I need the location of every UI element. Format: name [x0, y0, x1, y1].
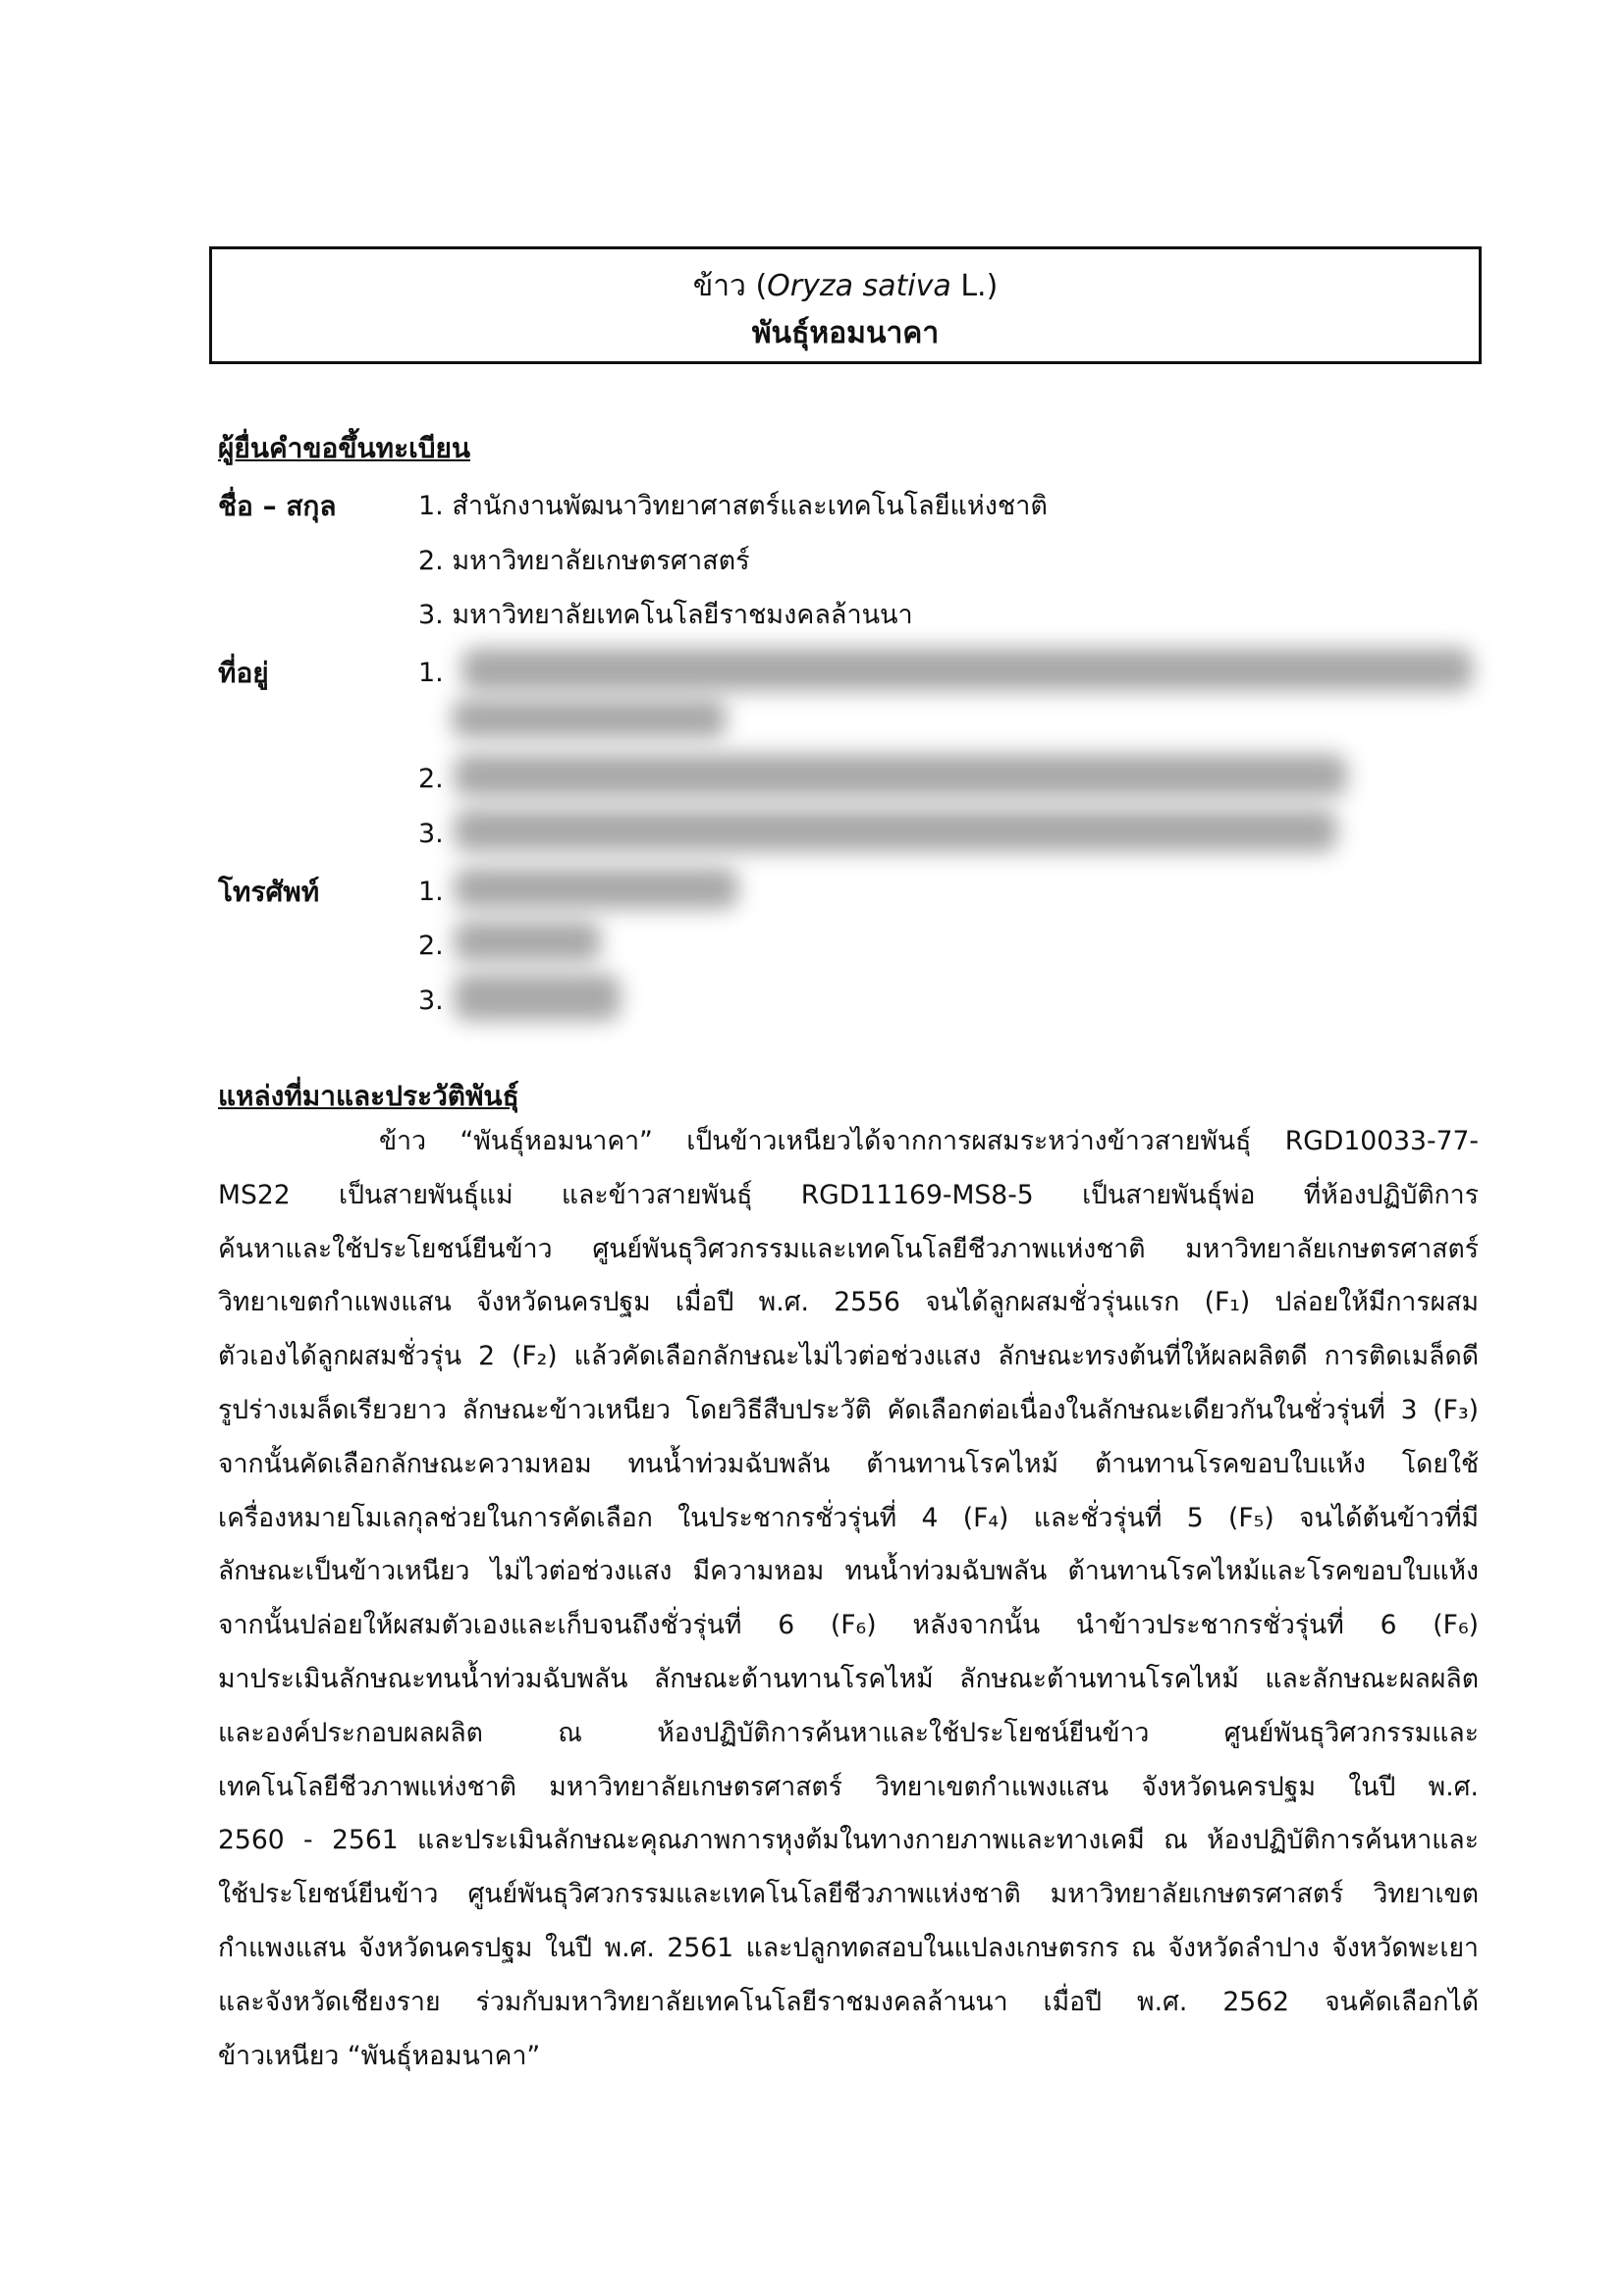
paragraph-line: MS22 เป็นสายพันธุ์แม่ และข้าวสายพันธุ์ RGD11169-MS8-5 เป็นสายพันธุ์พ่อ ที่ห้องปฏิบัติการ — [218, 1179, 1479, 1210]
paragraph-line: 2560 - 2561 และประเมินลักษณะคุณภาพการหุงต้มในทางกายภาพและทางเคมี ณ ห้องปฏิบัติการค้นหาและ — [218, 1825, 1479, 1856]
applicant-name-2: 2. มหาวิทยาลัยเกษตรศาสตร์ — [418, 546, 750, 576]
address-label: ที่อยู่ — [218, 657, 269, 689]
title-box — [209, 246, 1482, 364]
paragraph-line: มาประเมินลักษณะทนน้ำท่วมฉับพลัน ลักษณะต้านทานโรคไหม้ ลักษณะต้านทานโรคไหม้ และลักษณะผลผลิต — [218, 1663, 1479, 1694]
paragraph-line: ตัวเองได้ลูกผสมชั่วรุ่น 2 (F₂) แล้วคัดเลือกลักษณะไม่ไวต่อช่วงแสง ลักษณะทรงต้นที่ให้ผลผลิตดี การติดเมล็ดดี — [218, 1341, 1479, 1372]
redacted-phone-1 — [454, 868, 738, 909]
redacted-address-1a — [461, 648, 1473, 691]
address-number-3: 3. — [418, 819, 444, 849]
redacted-address-2 — [454, 754, 1347, 797]
paragraph-line: เทคโนโลยีชีวภาพแห่งชาติ มหาวิทยาลัยเกษตรศาสตร์ วิทยาเขตกำแพงแสน จังหวัดนครปฐม ในปี พ.ศ. — [218, 1771, 1479, 1802]
paragraph-line: ข้าวเหนียว “พันธุ์หอมนาคา” — [218, 2040, 541, 2071]
title-prefix: ข้าว ( — [692, 269, 768, 303]
paragraph-line: กำแพงแสน จังหวัดนครปฐม ในปี พ.ศ. 2561 และปลูกทดสอบในแปลงเกษตรกร ณ จังหวัดลำปาง จังหวัดพะเยา — [218, 1932, 1479, 1963]
applicant-heading: ผู้ยื่นคำขอขึ้นทะเบียน — [218, 432, 471, 464]
paragraph-line: เครื่องหมายโมเลกุลช่วยในการคัดเลือก ในประชากรชั่วรุ่นที่ 4 (F₄) และชั่วรุ่นที่ 5 (F₅) จนได้ต้นข้าวที่มี — [218, 1502, 1479, 1533]
title-latin-name: Oryza sativa — [767, 269, 951, 303]
address-number-2: 2. — [418, 764, 444, 794]
paragraph-line: วิทยาเขตกำแพงแสน จังหวัดนครปฐม เมื่อปี พ.ศ. 2556 จนได้ลูกผสมชั่วรุ่นแรก (F₁) ปล่อยให้มีการผสม — [218, 1287, 1479, 1318]
applicant-name-1: 1. สำนักงานพัฒนาวิทยาศาสตร์และเทคโนโลยีแห่งชาติ — [418, 491, 1048, 521]
paragraph-line: จากนั้นปล่อยให้ผสมตัวเองและเก็บจนถึงชั่วรุ่นที่ 6 (F₆) หลังจากนั้น นำข้าวประชากรชั่วรุ่นที่ 6 (F₆) — [218, 1610, 1479, 1641]
phone-label: โทรศัพท์ — [218, 876, 320, 908]
applicant-name-3: 3. มหาวิทยาลัยเทคโนโลยีราชมงคลล้านนา — [418, 600, 913, 630]
history-heading: แหล่งที่มาและประวัติพันธุ์ — [218, 1080, 519, 1112]
redacted-address-1b — [452, 699, 727, 738]
paragraph-line: จากนั้นคัดเลือกลักษณะความหอม ทนน้ำท่วมฉับพลัน ต้านทานโรคไหม้ ต้านทานโรคขอบใบแห้ง โดยใช้ — [218, 1448, 1479, 1479]
paragraph-line: รูปร่างเมล็ดเรียวยาว ลักษณะข้าวเหนียว โดยวิธีสืบประวัติ คัดเลือกต่อเนื่องในลักษณะเดียวกันในชั่วรุ่นที่ 3 (F₃) — [218, 1394, 1479, 1425]
paragraph-line: ข้าว “พันธุ์หอมนาคา” เป็นข้าวเหนียวได้จากการผสมระหว่างข้าวสายพันธุ์ RGD10033-77- — [379, 1126, 1479, 1156]
phone-number-2: 2. — [418, 931, 444, 961]
redacted-phone-3 — [454, 974, 621, 1021]
address-number-1: 1. — [418, 658, 444, 688]
name-label: ชื่อ – สกุล — [218, 490, 337, 522]
paragraph-line: และองค์ประกอบผลผลิต ณ ห้องปฏิบัติการค้นหาและใช้ประโยชน์ยีนข้าว ศูนย์พันธุวิศวกรรมและ — [218, 1717, 1479, 1748]
phone-number-1: 1. — [418, 877, 444, 907]
paragraph-line: ใช้ประโยชน์ยีนข้าว ศูนย์พันธุวิศวกรรมและเทคโนโลยีชีวภาพแห่งชาติ มหาวิทยาลัยเกษตรศาสตร์ วิทยาเขต — [218, 1879, 1479, 1910]
paragraph-line: ลักษณะเป็นข้าวเหนียว ไม่ไวต่อช่วงแสง มีความหอม ทนน้ำท่วมฉับพลัน ต้านทานโรคไหม้และโรคขอบใบแห้ง — [218, 1556, 1479, 1587]
paragraph-line: และจังหวัดเชียงราย ร่วมกับมหาวิทยาลัยเทคโนโลยีราชมงคลล้านนา เมื่อปี พ.ศ. 2562 จนคัดเลือกได้ — [218, 1986, 1479, 2017]
phone-number-3: 3. — [418, 986, 444, 1016]
title-scientific-name — [212, 267, 1479, 306]
history-paragraph — [218, 1115, 1479, 2083]
paragraph-line: ค้นหาและใช้ประโยชน์ยีนข้าว ศูนย์พันธุวิศวกรรมและเทคโนโลยีชีวภาพแห่งชาติ มหาวิทยาลัยเกษตรศาสตร์ — [218, 1233, 1479, 1264]
redacted-phone-2 — [454, 921, 601, 962]
title-suffix: L.) — [950, 269, 999, 303]
redacted-address-3 — [454, 809, 1337, 852]
title-variety-name: พันธุ์หอมนาคา — [751, 316, 940, 350]
